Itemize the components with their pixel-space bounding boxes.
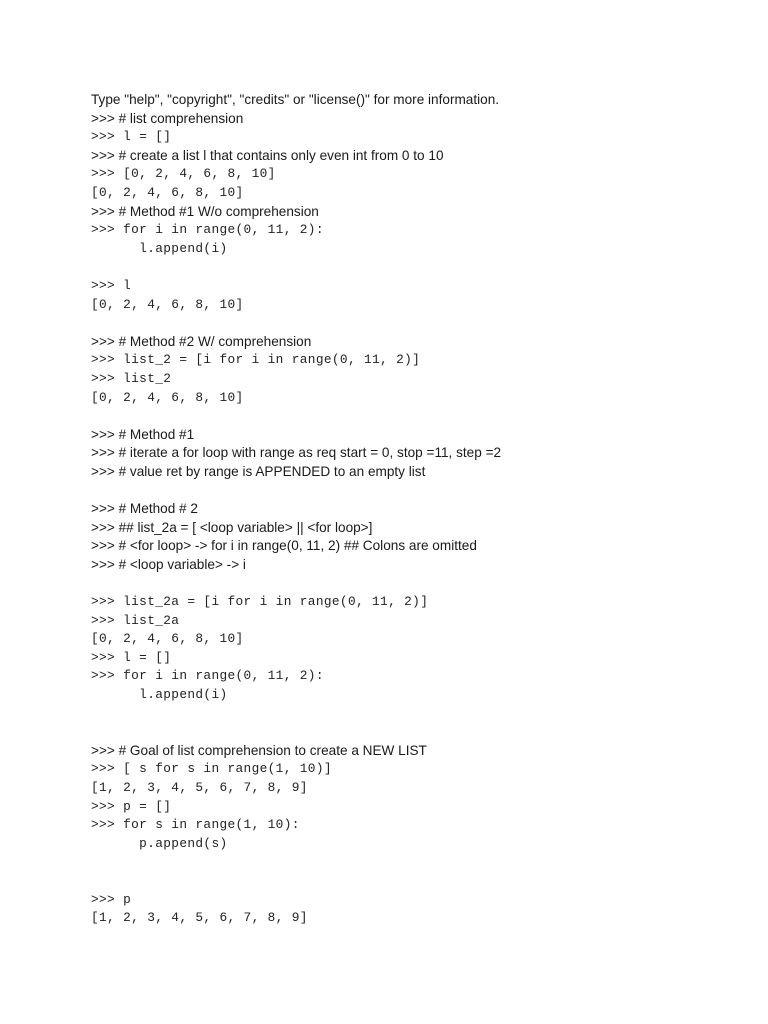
- blank-line: [91, 723, 731, 742]
- code-line: [0, 2, 4, 6, 8, 10]: [91, 631, 244, 647]
- text-line: >>> # list comprehension: [91, 110, 244, 126]
- text-line: >>> # <loop variable> -> i: [91, 556, 246, 572]
- code-line: >>> [0, 2, 4, 6, 8, 10]: [91, 166, 276, 182]
- code-line: >>> list_2: [91, 370, 172, 386]
- code-line: p.append(s): [91, 835, 228, 851]
- blank-line: [91, 574, 731, 593]
- code-line: >>> p: [91, 891, 132, 907]
- text-line: >>> ## list_2a = [ <loop variable> || <for loop>]: [91, 519, 373, 535]
- blank-line: [91, 853, 731, 872]
- code-line: [1, 2, 3, 4, 5, 6, 7, 8, 9]: [91, 779, 308, 795]
- blank-line: [91, 258, 731, 277]
- code-line: >>> [ s for s in range(1, 10)]: [91, 761, 332, 777]
- code-line: >>> p = []: [91, 798, 172, 814]
- code-line: >>> l: [91, 277, 132, 293]
- code-line: [0, 2, 4, 6, 8, 10]: [91, 184, 244, 200]
- code-line: >>> list_2a: [91, 612, 180, 628]
- code-line: >>> for i in range(0, 11, 2):: [91, 222, 324, 238]
- code-line: >>> for s in range(1, 10):: [91, 817, 300, 833]
- blank-line: [91, 872, 731, 891]
- text-line: >>> # Method # 2: [91, 501, 198, 517]
- text-line: >>> # <for loop> -> for i in range(0, 11, 2) ## Colons are omitted: [91, 538, 477, 554]
- text-line: >>> # Method #1 W/o comprehension: [91, 203, 319, 219]
- code-line: l.append(i): [91, 240, 228, 256]
- text-line: >>> # iterate a for loop with range as req start = 0, stop =11, step =2: [91, 445, 502, 461]
- code-line: [0, 2, 4, 6, 8, 10]: [91, 389, 244, 405]
- text-line: >>> # Method #2 W/ comprehension: [91, 333, 312, 349]
- code-line: >>> for i in range(0, 11, 2):: [91, 668, 324, 684]
- text-line: >>> # create a list l that contains only even int from 0 to 10: [91, 147, 444, 163]
- blank-line: [91, 314, 731, 333]
- text-line: >>> # Method #1: [91, 426, 195, 442]
- code-line: >>> list_2 = [i for i in range(0, 11, 2)]: [91, 352, 421, 368]
- code-line: [0, 2, 4, 6, 8, 10]: [91, 296, 244, 312]
- code-line: >>> l = []: [91, 129, 172, 145]
- document-body: [91, 91, 731, 928]
- text-line: >>> # value ret by range is APPENDED to an empty list: [91, 463, 426, 479]
- code-line: [1, 2, 3, 4, 5, 6, 7, 8, 9]: [91, 910, 308, 926]
- code-line: >>> l = []: [91, 649, 172, 665]
- code-line: l.append(i): [91, 687, 228, 702]
- text-line: Type "help", "copyright", "credits" or "license()" for more information.: [91, 92, 500, 107]
- code-line: >>> list_2a = [i for i in range(0, 11, 2)]: [91, 594, 429, 610]
- text-line: >>> # Goal of list comprehension to create a NEW LIST: [91, 742, 427, 758]
- blank-line: [91, 407, 731, 426]
- blank-line: [91, 481, 731, 500]
- blank-line: [91, 705, 731, 724]
